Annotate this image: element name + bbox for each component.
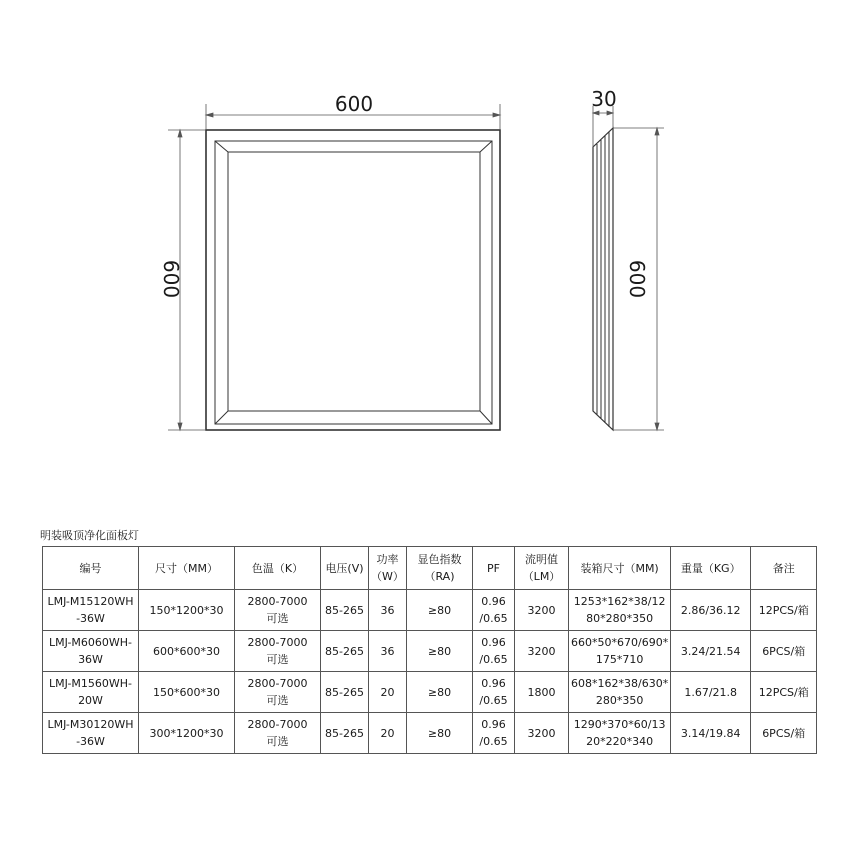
cell-size: 300*1200*30	[139, 713, 235, 754]
cell-size: 150*1200*30	[139, 590, 235, 631]
header-voltage: 电压(V)	[321, 547, 369, 590]
spec-table	[42, 546, 817, 754]
cell-color-temp: 2800-7000 可选	[235, 590, 321, 631]
cell-pf: 0.96 /0.65	[473, 713, 515, 754]
cell-lumen: 3200	[515, 631, 569, 672]
cell-carton-size: 608*162*38/630* 280*350	[569, 672, 671, 713]
header-pf: PF	[473, 547, 515, 590]
cell-pf: 0.96 /0.65	[473, 631, 515, 672]
cell-color-temp: 2800-7000 可选	[235, 672, 321, 713]
cell-carton-size: 660*50*670/690* 175*710	[569, 631, 671, 672]
table-row	[43, 713, 817, 754]
header-model: 编号	[43, 547, 139, 590]
front-view	[206, 130, 500, 430]
cell-color-temp: 2800-7000 可选	[235, 631, 321, 672]
table-row	[43, 631, 817, 672]
cell-color-temp: 2800-7000 可选	[235, 713, 321, 754]
cell-weight: 1.67/21.8	[671, 672, 751, 713]
cell-cri: ≥80	[407, 713, 473, 754]
cell-power: 36	[369, 590, 407, 631]
cell-voltage: 85-265	[321, 631, 369, 672]
cell-remark: 6PCS/箱	[751, 713, 817, 754]
cell-model: LMJ-M1560WH- 20W	[43, 672, 139, 713]
cell-voltage: 85-265	[321, 713, 369, 754]
cell-lumen: 3200	[515, 590, 569, 631]
header-color-temp: 色温（K）	[235, 547, 321, 590]
cell-carton-size: 1253*162*38/12 80*280*350	[569, 590, 671, 631]
cell-model: LMJ-M15120WH -36W	[43, 590, 139, 631]
cell-size: 600*600*30	[139, 631, 235, 672]
table-header-row	[43, 547, 817, 590]
header-remark: 备注	[751, 547, 817, 590]
header-carton-size: 装箱尺寸（MM)	[569, 547, 671, 590]
cell-weight: 3.24/21.54	[671, 631, 751, 672]
cell-voltage: 85-265	[321, 590, 369, 631]
table-row	[43, 590, 817, 631]
header-size: 尺寸（MM）	[139, 547, 235, 590]
cell-remark: 12PCS/箱	[751, 590, 817, 631]
cell-remark: 12PCS/箱	[751, 672, 817, 713]
side-depth-label: 30	[591, 87, 617, 111]
cell-cri: ≥80	[407, 631, 473, 672]
cell-lumen: 3200	[515, 713, 569, 754]
cell-size: 150*600*30	[139, 672, 235, 713]
cell-voltage: 85-265	[321, 672, 369, 713]
header-lumen: 流明值 （LM）	[515, 547, 569, 590]
cell-power: 36	[369, 631, 407, 672]
cell-cri: ≥80	[407, 590, 473, 631]
front-width-label: 600	[334, 92, 374, 116]
header-weight: 重量（KG）	[671, 547, 751, 590]
product-title: 明装吸顶净化面板灯	[40, 529, 139, 542]
cell-power: 20	[369, 672, 407, 713]
header-cri: 显色指数 （RA)	[407, 547, 473, 590]
side-depth-dimension	[593, 106, 613, 147]
cell-weight: 2.86/36.12	[671, 590, 751, 631]
side-view	[593, 128, 613, 430]
front-height-label: 600	[159, 259, 183, 299]
header-power: 功率 （W）	[369, 547, 407, 590]
cell-model: LMJ-M6060WH- 36W	[43, 631, 139, 672]
cell-carton-size: 1290*370*60/13 20*220*340	[569, 713, 671, 754]
cell-power: 20	[369, 713, 407, 754]
cell-cri: ≥80	[407, 672, 473, 713]
cell-remark: 6PCS/箱	[751, 631, 817, 672]
cell-model: LMJ-M30120WH -36W	[43, 713, 139, 754]
cell-pf: 0.96 /0.65	[473, 590, 515, 631]
cell-weight: 3.14/19.84	[671, 713, 751, 754]
cell-lumen: 1800	[515, 672, 569, 713]
side-height-label: 600	[625, 259, 649, 299]
table-row	[43, 672, 817, 713]
cell-pf: 0.96 /0.65	[473, 672, 515, 713]
